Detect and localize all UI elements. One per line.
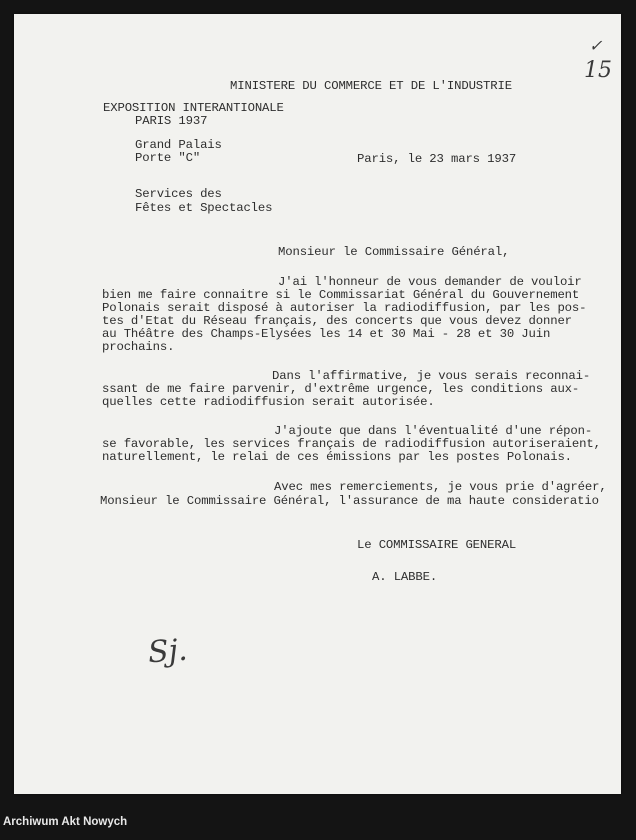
letter-date: Paris, le 23 mars 1937 [357,152,517,166]
paragraph-3-line: J'ajoute que dans l'éventualité d'une répon- [274,424,593,438]
handwritten-page-number: 15 [584,58,612,83]
salutation: Monsieur le Commissaire Général, [278,245,510,259]
archive-watermark: Archiwum Akt Nowych [3,816,128,828]
ministry-heading: MINISTERE DU COMMERCE ET DE L'INDUSTRIE [230,79,512,93]
paragraph-4-line: Avec mes remerciements, je vous prie d'agréer, [274,480,607,494]
paragraph-1-line: prochains. [102,340,175,354]
handwritten-initials: Sj. [146,632,189,671]
handwritten-tick: ✓ [589,36,603,55]
paragraph-1-line: tes d'Etat du Réseau français, des concerts que vous devez donner [102,314,572,328]
exposition-title: EXPOSITION INTERANTIONALE [103,101,284,115]
paragraph-2-line: Dans l'affirmative, je vous serais reconnai- [272,369,591,383]
paragraph-3-line: naturellement, le relai de ces émissions par les postes Polonais. [102,450,572,464]
venue-line-1: Grand Palais [135,138,222,152]
paragraph-4-line: Monsieur le Commissaire Général, l'assurance de ma haute consideratio [100,495,599,508]
letter-page [14,14,621,794]
signatory-name: A. LABBE. [372,570,438,584]
service-line-1: Services des [135,187,222,201]
paragraph-2-line: quelles cette radiodiffusion serait autorisée. [102,395,435,409]
paragraph-1-line: Polonais serait disposé à autoriser la radiodiffusion, par les pos- [102,301,587,315]
service-line-2: Fêtes et Spectacles [135,201,273,215]
signatory-title: Le COMMISSAIRE GENERAL [357,538,517,552]
venue-line-2: Porte "C" [135,151,201,165]
paragraph-1-line: au Théâtre des Champs-Elysées les 14 et 30 Mai - 28 et 30 Juin [102,327,551,341]
paragraph-1-line: bien me faire connaitre si le Commissariat Général du Gouvernement [102,288,580,302]
paragraph-3-line: se favorable, les services français de radiodiffusion autoriseraient, [102,437,601,451]
paragraph-2-line: ssant de me faire parvenir, d'extrême urgence, les conditions aux- [102,382,580,396]
exposition-year: PARIS 1937 [135,114,208,128]
paragraph-1-line: J'ai l'honneur de vous demander de vouloir [278,275,582,289]
